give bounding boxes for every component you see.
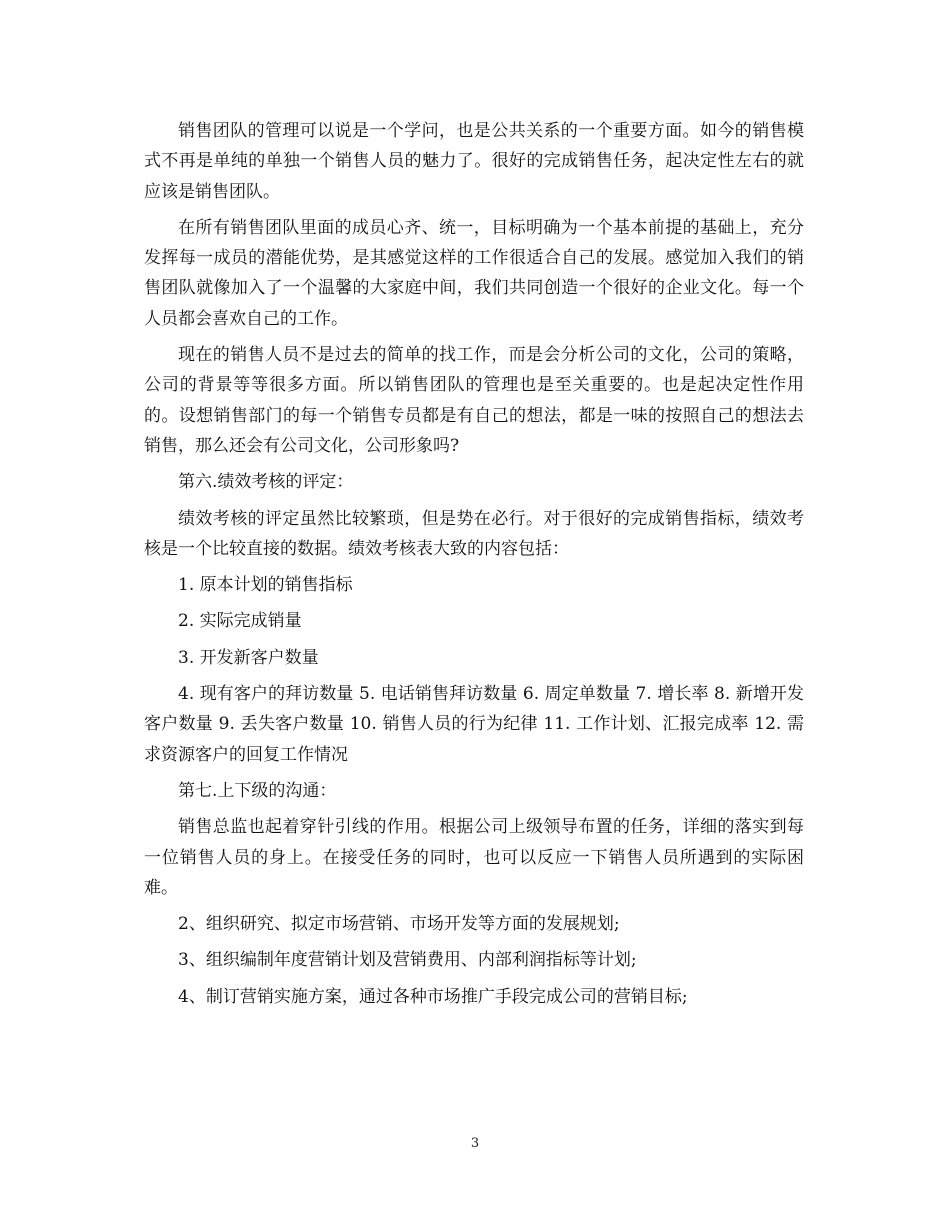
- list-item: 2. 实际完成销量: [178, 611, 302, 632]
- list-item: 2、组织研究、拟定市场营销、市场开发等方面的发展规划;: [178, 914, 620, 935]
- section-heading: 第六.绩效考核的评定：: [178, 472, 354, 493]
- list-item: 3. 开发新客户数量: [178, 647, 319, 668]
- list-item: 4. 现有客户的拜访数量 5. 电话销售拜访数量 6. 周定单数量 7. 增长率 8. 新增开发客户数量 9. 丢失客户数量 10. 销售人员的行为纪律 11. 工作计划、汇报完成率 12. 需求资源客户的回复工作情况: [144, 684, 804, 765]
- section-heading: 第七.上下级的沟通：: [178, 780, 337, 801]
- paragraph: 销售团队的管理可以说是一个学问，也是公共关系的一个重要方面。如今的销售模式不再是单纯的单独一个销售人员的魅力了。很好的完成销售任务，起决定性左右的就应该是销售团队。: [144, 121, 804, 202]
- list-item: 3、组织编制年度营销计划及营销费用、内部利润指标等计划;: [178, 950, 637, 971]
- list-item: 1. 原本计划的销售指标: [178, 575, 353, 596]
- paragraph: 现在的销售人员不是过去的简单的找工作，而是会分析公司的文化，公司的策略，公司的背景等等很多方面。所以销售团队的管理也是至关重要的。也是起决定性作用的。设想销售部门的每一个销售专员都是有自己的想法，都是一味的按照自己的想法去销售，那么还会有公司文化，公司形象吗?: [144, 345, 804, 456]
- document-body: [144, 116, 804, 1018]
- page-number: 3: [470, 1136, 480, 1151]
- list-item: 4、制订营销实施方案，通过各种市场推广手段完成公司的营销目标;: [178, 986, 688, 1007]
- paragraph: 在所有销售团队里面的成员心齐、统一，目标明确为一个基本前提的基础上，充分发挥每一成员的潜能优势，是其感觉这样的工作很适合自己的发展。感觉加入我们的销售团队就像加入了一个温馨的大家庭中间，我们共同创造一个很好的企业文化。每一个人员都会喜欢自己的工作。: [144, 217, 804, 329]
- paragraph: 销售总监也起着穿针引线的作用。根据公司上级领导布置的任务，详细的落实到每一位销售人员的身上。在接受任务的同时，也可以反应一下销售人员所遇到的实际困难。: [144, 817, 804, 898]
- paragraph: 绩效考核的评定虽然比较繁琐，但是势在必行。对于很好的完成销售指标，绩效考核是一个比较直接的数据。绩效考核表大致的内容包括：: [144, 508, 804, 559]
